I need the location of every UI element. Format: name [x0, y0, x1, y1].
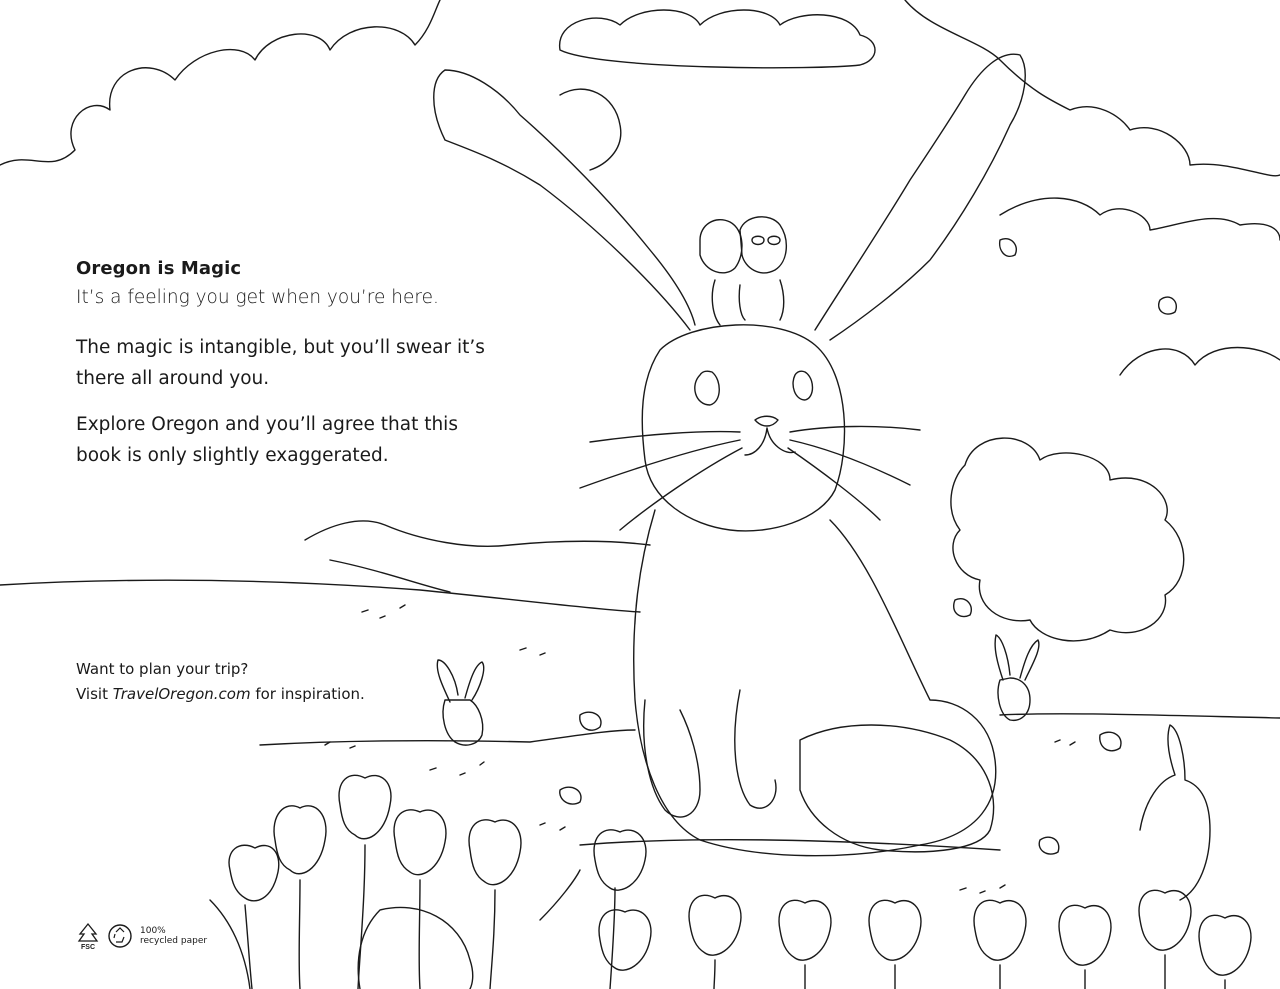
petal-3 — [954, 599, 972, 617]
cta-visit-suffix: for inspiration. — [250, 685, 365, 703]
recycle-icon — [108, 924, 132, 948]
bunny-eye-right — [793, 371, 812, 400]
travel-oregon-link[interactable]: TravelOregon.com — [112, 685, 251, 703]
fsc-tree-icon — [76, 922, 100, 950]
trip-planning-cta — [76, 657, 365, 707]
tulips-bottom — [580, 830, 1251, 989]
petal-5 — [580, 712, 601, 730]
cta-visit-line — [76, 682, 365, 707]
intro-text: It’s a feeling you get when you’re here. — [76, 287, 439, 308]
bunny-ear-right — [815, 54, 1025, 340]
side-bunny-right — [1140, 725, 1210, 900]
bunny-eye-left — [695, 371, 719, 405]
recycled-paper-label — [140, 926, 207, 946]
cta-question: Want to plan your trip? — [76, 660, 249, 678]
bunny-mouth — [745, 428, 795, 455]
cloud-top-center — [560, 10, 875, 68]
cloud-right-lower — [1120, 348, 1280, 376]
petal-7 — [1039, 837, 1059, 854]
cta-visit-prefix: Visit — [76, 685, 113, 703]
horizon-line — [0, 580, 640, 612]
bunny-leg — [800, 725, 994, 852]
small-bunny-left — [437, 660, 483, 745]
eco-badges — [76, 922, 207, 950]
bunny-paw-right — [735, 690, 776, 808]
cloud-top-left — [0, 0, 440, 165]
child-girl — [739, 217, 786, 320]
bush-right — [951, 438, 1184, 641]
bunny-paw-left — [644, 700, 700, 817]
petal-2 — [1159, 297, 1177, 314]
cloud-right-middle — [1000, 198, 1280, 240]
grass-marks — [325, 605, 1075, 893]
bunny-ear-left — [434, 70, 695, 330]
petal-4 — [1100, 732, 1121, 751]
cloud-behind-ear — [560, 89, 621, 170]
bunny-head — [642, 325, 844, 531]
recycled-caption: recycled paper — [140, 936, 208, 946]
recycled-percent: 100% — [140, 926, 166, 936]
ground-line-right — [1000, 714, 1280, 718]
petal-1 — [1000, 239, 1017, 257]
bunny-body — [634, 510, 996, 856]
child-boy — [700, 220, 742, 325]
hill-back — [305, 521, 650, 546]
tulips-left — [210, 775, 580, 989]
bunny-nose — [755, 416, 778, 426]
small-bunny-right — [995, 635, 1039, 720]
cloud-top-right — [905, 0, 1280, 176]
paragraph-explore: Explore Oregon and you’ll agree that this book is only slightly exaggerated. — [76, 414, 458, 466]
fsc-label: FSC — [81, 944, 95, 950]
page-heading: Oregon is Magic — [76, 258, 242, 279]
petal-6 — [560, 787, 581, 804]
bunny-whiskers — [580, 426, 920, 530]
child-girl-glasses — [752, 236, 780, 244]
paragraph-intangible: The magic is intangible, but you’ll swear it’s there all around you. — [76, 337, 485, 389]
